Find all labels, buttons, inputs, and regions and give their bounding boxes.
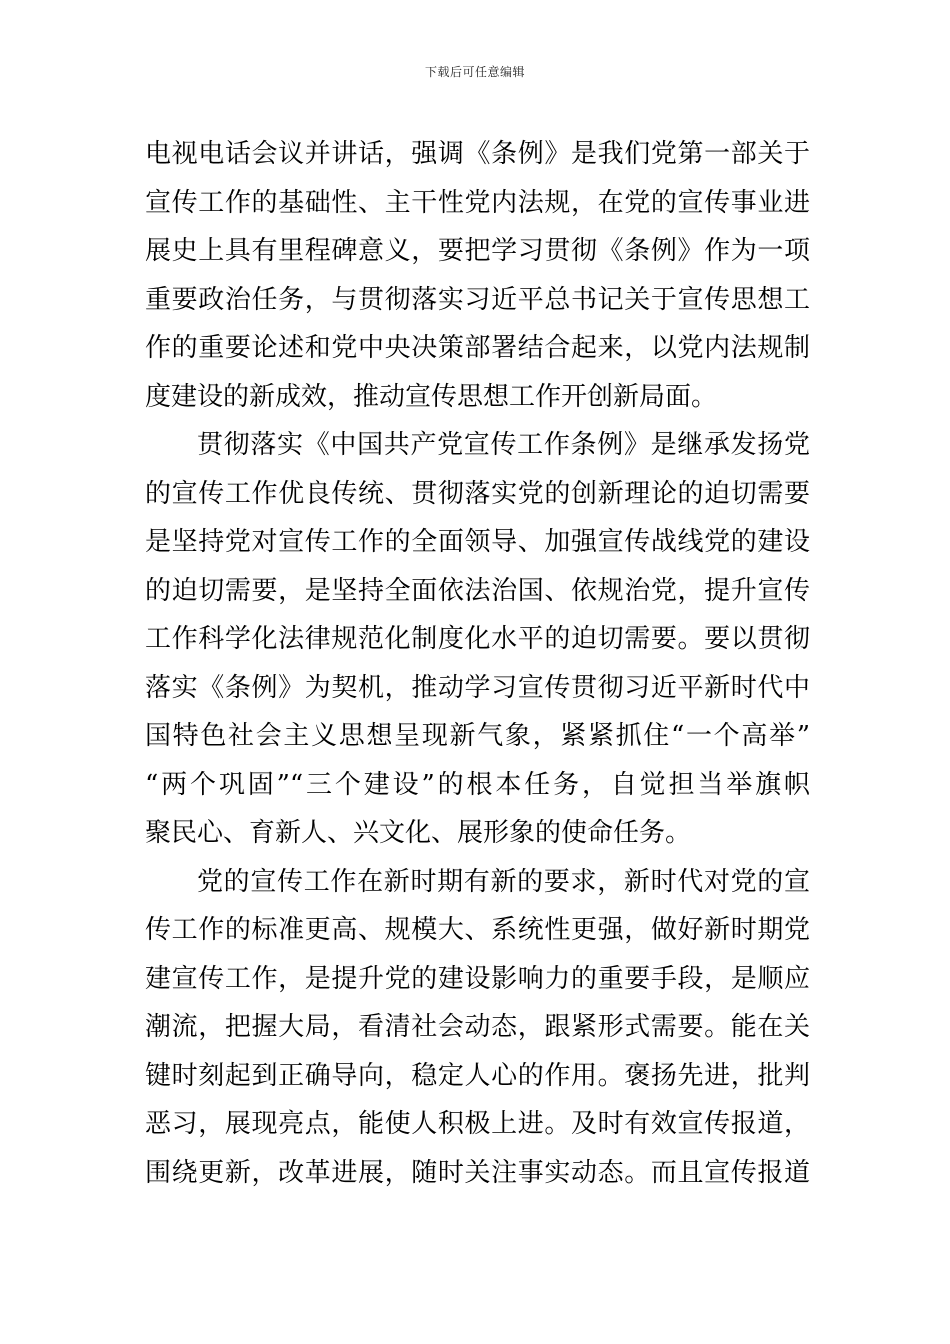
text-line: 键时刻起到正确导向，稳定人心的作用。褒扬先进，批判 — [145, 1060, 810, 1091]
text-line: 围绕更新，改革进展，随时关注事实动态。而且宣传报道 — [145, 1157, 810, 1188]
paragraph-3 — [145, 858, 810, 1198]
text-line: 的迫切需要，是坚持全面依法治国、依规治党，提升宣传 — [145, 575, 810, 606]
text-line: 工作科学化法律规范化制度化水平的迫切需要。要以贯彻 — [145, 624, 810, 654]
text-line: 潮流，把握大局，看清社会动态，跟紧形式需要。能在关 — [145, 1012, 810, 1042]
text-line: 党的宣传工作在新时期有新的要求，新时代对党的宣 — [197, 866, 810, 897]
text-line: 是坚持党对宣传工作的全面领导、加强宣传战线党的建设 — [145, 527, 810, 557]
text-line: 聚民心、育新人、兴文化、展形象的使命任务。 — [145, 818, 692, 848]
text-line: 落实《条例》为契机，推动学习宣传贯彻习近平新时代中 — [145, 672, 810, 703]
text-line: 贯彻落实《中国共产党宣传工作条例》是继承发扬党 — [197, 430, 810, 460]
text-line: 重要政治任务，与贯彻落实习近平总书记关于宣传思想工 — [145, 284, 810, 315]
text-line: 作的重要论述和党中央决策部署结合起来，以党内法规制 — [145, 333, 810, 363]
paragraph-2 — [145, 421, 810, 858]
document-body — [145, 130, 810, 1197]
text-line: 建宣传工作，是提升党的建设影响力的重要手段，是顺应 — [145, 963, 810, 994]
text-line: 度建设的新成效，推动宣传思想工作开创新局面。 — [145, 381, 718, 412]
text-line: 电视电话会议并讲话，强调《条例》是我们党第一部关于 — [145, 139, 810, 169]
page-header: 下载后可任意编辑 — [424, 65, 525, 79]
paragraph-1 — [145, 130, 810, 421]
text-line: “两个巩固”“三个建设”的根本任务，自觉担当举旗帜 — [145, 769, 810, 800]
text-line: 宣传工作的基础性、主干性党内法规，在党的宣传事业进 — [145, 187, 810, 218]
text-line: 恶习，展现亮点，能使人积极上进。及时有效宣传报道， — [145, 1109, 810, 1139]
text-line: 国特色社会主义思想呈现新气象，紧紧抓住“一个高举” — [145, 721, 810, 751]
text-line: 传工作的标准更高、规模大、系统性更强，做好新时期党 — [145, 915, 810, 945]
text-line: 展史上具有里程碑意义，要把学习贯彻《条例》作为一项 — [145, 236, 810, 266]
text-line: 的宣传工作优良传统、贯彻落实党的创新理论的迫切需要 — [145, 478, 810, 509]
